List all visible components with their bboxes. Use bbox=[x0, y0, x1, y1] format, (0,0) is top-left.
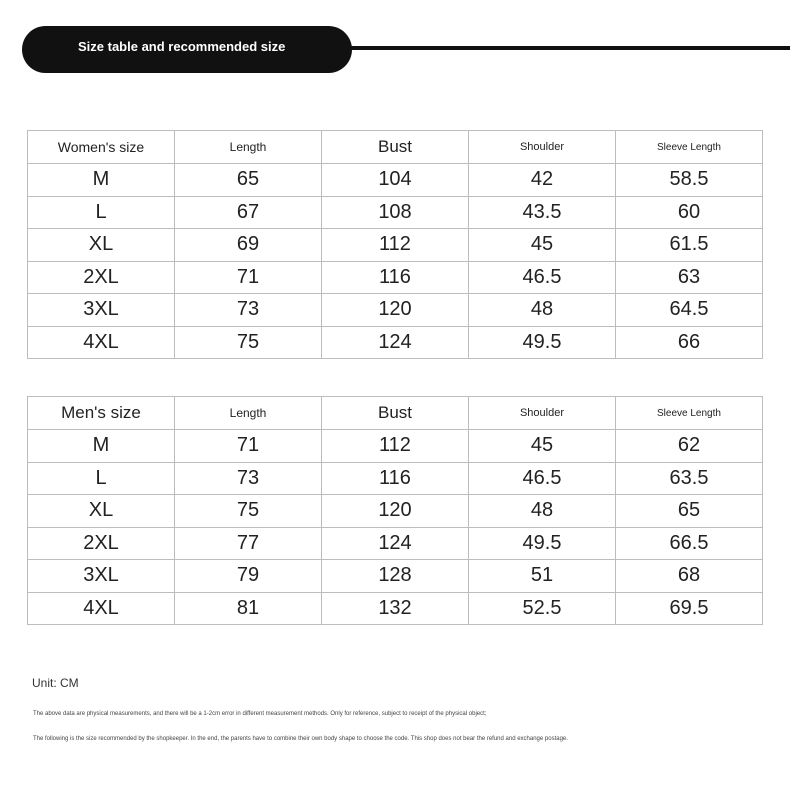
table-row bbox=[28, 164, 763, 197]
cell-shoulder: 45 bbox=[469, 430, 616, 463]
measurement-note: The above data are physical measurements, and there will be a 1-2cm error in different measurement methods. Only for reference, subject to receipt of the physical object; bbox=[33, 711, 487, 717]
cell-size: 4XL bbox=[28, 326, 175, 359]
cell-length: 81 bbox=[175, 592, 322, 625]
cell-sleeve-length: 62 bbox=[616, 430, 763, 463]
cell-sleeve-length: 66.5 bbox=[616, 527, 763, 560]
cell-size: 4XL bbox=[28, 592, 175, 625]
title-banner bbox=[22, 26, 352, 73]
cell-size: XL bbox=[28, 495, 175, 528]
cell-length: 65 bbox=[175, 164, 322, 197]
cell-bust: 104 bbox=[322, 164, 469, 197]
cell-length: 69 bbox=[175, 229, 322, 262]
cell-bust: 128 bbox=[322, 560, 469, 593]
men-size-table bbox=[27, 396, 763, 625]
cell-bust: 108 bbox=[322, 196, 469, 229]
cell-length: 77 bbox=[175, 527, 322, 560]
cell-bust: 120 bbox=[322, 294, 469, 327]
cell-length: 75 bbox=[175, 495, 322, 528]
cell-bust: 124 bbox=[322, 326, 469, 359]
cell-sleeve-length: 63 bbox=[616, 261, 763, 294]
cell-size: 2XL bbox=[28, 527, 175, 560]
cell-shoulder: 48 bbox=[469, 495, 616, 528]
cell-shoulder: 49.5 bbox=[469, 326, 616, 359]
page-title: Size table and recommended size bbox=[78, 39, 286, 54]
table-row bbox=[28, 560, 763, 593]
cell-shoulder: 45 bbox=[469, 229, 616, 262]
header-shoulder: Shoulder bbox=[469, 397, 616, 430]
cell-size: L bbox=[28, 196, 175, 229]
cell-sleeve-length: 65 bbox=[616, 495, 763, 528]
header-bust: Bust bbox=[322, 397, 469, 430]
cell-sleeve-length: 61.5 bbox=[616, 229, 763, 262]
cell-length: 79 bbox=[175, 560, 322, 593]
cell-length: 71 bbox=[175, 430, 322, 463]
header-sleeve-length: Sleeve Length bbox=[616, 397, 763, 430]
cell-size: M bbox=[28, 164, 175, 197]
cell-shoulder: 46.5 bbox=[469, 261, 616, 294]
cell-size: L bbox=[28, 462, 175, 495]
header-sleeve-length: Sleeve Length bbox=[616, 131, 763, 164]
table-row bbox=[28, 592, 763, 625]
table-row bbox=[28, 326, 763, 359]
table-row bbox=[28, 196, 763, 229]
cell-length: 75 bbox=[175, 326, 322, 359]
table-header-row bbox=[28, 397, 763, 430]
table-header-row bbox=[28, 131, 763, 164]
table-row bbox=[28, 294, 763, 327]
cell-sleeve-length: 68 bbox=[616, 560, 763, 593]
women-size-table bbox=[27, 130, 763, 359]
cell-sleeve-length: 58.5 bbox=[616, 164, 763, 197]
table-row bbox=[28, 229, 763, 262]
title-divider-line bbox=[350, 46, 790, 50]
cell-size: 2XL bbox=[28, 261, 175, 294]
cell-size: 3XL bbox=[28, 560, 175, 593]
cell-length: 73 bbox=[175, 462, 322, 495]
cell-sleeve-length: 63.5 bbox=[616, 462, 763, 495]
table-row bbox=[28, 462, 763, 495]
cell-shoulder: 52.5 bbox=[469, 592, 616, 625]
header-size: Women's size bbox=[28, 131, 175, 164]
unit-label: Unit: CM bbox=[32, 676, 79, 690]
cell-shoulder: 48 bbox=[469, 294, 616, 327]
cell-length: 71 bbox=[175, 261, 322, 294]
header-shoulder: Shoulder bbox=[469, 131, 616, 164]
cell-shoulder: 42 bbox=[469, 164, 616, 197]
cell-shoulder: 49.5 bbox=[469, 527, 616, 560]
table-row bbox=[28, 495, 763, 528]
cell-length: 73 bbox=[175, 294, 322, 327]
cell-bust: 112 bbox=[322, 430, 469, 463]
cell-bust: 132 bbox=[322, 592, 469, 625]
cell-length: 67 bbox=[175, 196, 322, 229]
cell-size: 3XL bbox=[28, 294, 175, 327]
cell-size: XL bbox=[28, 229, 175, 262]
cell-shoulder: 51 bbox=[469, 560, 616, 593]
cell-sleeve-length: 69.5 bbox=[616, 592, 763, 625]
cell-sleeve-length: 66 bbox=[616, 326, 763, 359]
cell-bust: 116 bbox=[322, 462, 469, 495]
cell-sleeve-length: 64.5 bbox=[616, 294, 763, 327]
table-row bbox=[28, 527, 763, 560]
cell-sleeve-length: 60 bbox=[616, 196, 763, 229]
header-bust: Bust bbox=[322, 131, 469, 164]
table-row bbox=[28, 261, 763, 294]
cell-size: M bbox=[28, 430, 175, 463]
cell-shoulder: 43.5 bbox=[469, 196, 616, 229]
header-length: Length bbox=[175, 131, 322, 164]
header-size: Men's size bbox=[28, 397, 175, 430]
cell-bust: 124 bbox=[322, 527, 469, 560]
cell-bust: 120 bbox=[322, 495, 469, 528]
table-row bbox=[28, 430, 763, 463]
header-length: Length bbox=[175, 397, 322, 430]
recommendation-note: The following is the size recommended by the shopkeeper. In the end, the parents have to combine their own body shape to choose the code. This shop does not bear the refund and exchange postage. bbox=[33, 736, 568, 742]
cell-bust: 112 bbox=[322, 229, 469, 262]
cell-shoulder: 46.5 bbox=[469, 462, 616, 495]
cell-bust: 116 bbox=[322, 261, 469, 294]
